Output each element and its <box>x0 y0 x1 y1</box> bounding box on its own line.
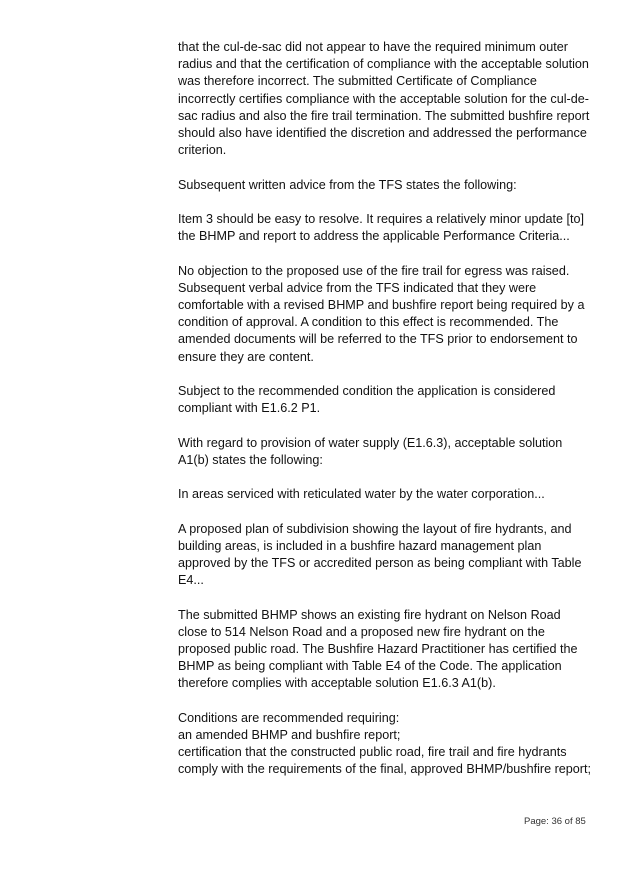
text-line: A1(b) states the following: <box>178 452 323 467</box>
text-line: No objection to the proposed use of the fire trail for egress was raised. <box>178 263 570 278</box>
text-line: incorrectly certifies compliance with the acceptable solution for the cul-de- <box>178 91 589 106</box>
text-line: Conditions are recommended requiring: <box>178 710 400 725</box>
text-line: comfortable with a revised BHMP and bushfire report being required by a <box>178 298 585 312</box>
paragraph <box>178 211 588 245</box>
paragraph <box>178 486 588 503</box>
text-line: ensure they are content. <box>178 349 314 364</box>
text-line: BHMP as being compliant with Table E4 of the Code. The application <box>178 659 562 674</box>
text-line: The submitted BHMP shows an existing fire hydrant on Nelson Road <box>178 607 561 622</box>
text-line: Subsequent verbal advice from the TFS indicated that they were <box>178 280 537 295</box>
text-line: should also have identified the discretion and addressed the performance <box>178 126 587 141</box>
text-line: With regard to provision of water supply (E1.6.3), acceptable solution <box>178 435 563 450</box>
text-line: proposed public road. The Bushfire Hazard Practitioner has certified the <box>178 641 578 656</box>
paragraph <box>178 177 588 194</box>
paragraph <box>178 607 588 693</box>
text-line: therefore complies with acceptable solution E1.6.3 A1(b). <box>178 676 496 691</box>
text-line: was therefore incorrect. The submitted Certificate of Compliance <box>178 74 537 89</box>
text-line: Subsequent written advice from the TFS states the following: <box>178 177 517 192</box>
body-text <box>178 39 591 796</box>
text-line: A proposed plan of subdivision showing the layout of fire hydrants, and <box>178 521 572 536</box>
text-line: close to 514 Nelson Road and a proposed new fire hydrant on the <box>178 624 545 639</box>
text-line: that the cul-de-sac did not appear to have the required minimum outer <box>178 40 568 54</box>
paragraph <box>178 263 588 366</box>
text-line: compliant with E1.6.2 P1. <box>178 401 321 416</box>
text-line: building areas, is included in a bushfire hazard management plan <box>178 538 542 553</box>
text-line: E4... <box>178 573 204 588</box>
paragraph <box>178 383 588 417</box>
text-line: the BHMP and report to address the applicable Performance Criteria... <box>178 229 570 244</box>
text-line: amended documents will be referred to the TFS prior to endorsement to <box>178 332 578 347</box>
page-number: Page: 36 of 85 <box>524 816 586 827</box>
text-line: certification that the constructed public road, fire trail and fire hydrants <box>178 745 567 760</box>
text-line: an amended BHMP and bushfire report; <box>178 727 401 742</box>
paragraph <box>178 39 588 159</box>
text-line: approved by the TFS or accredited person as being compliant with Table <box>178 555 582 570</box>
paragraph <box>178 435 588 469</box>
text-line: Item 3 should be easy to resolve. It requires a relatively minor update [to] <box>178 212 585 226</box>
text-line: radius and that the certification of compliance with the acceptable solution <box>178 57 589 72</box>
text-line: comply with the requirements of the final, approved BHMP/bushfire report; <box>178 762 591 777</box>
text-line: sac radius and also the fire trail termination. The submitted bushfire report <box>178 108 590 123</box>
text-line: Subject to the recommended condition the application is considered <box>178 384 556 398</box>
paragraph <box>178 710 591 779</box>
text-line: In areas serviced with reticulated water by the water corporation... <box>178 487 545 502</box>
paragraph <box>178 521 588 590</box>
text-line: condition of approval. A condition to this effect is recommended. The <box>178 315 559 330</box>
text-line: criterion. <box>178 143 227 158</box>
